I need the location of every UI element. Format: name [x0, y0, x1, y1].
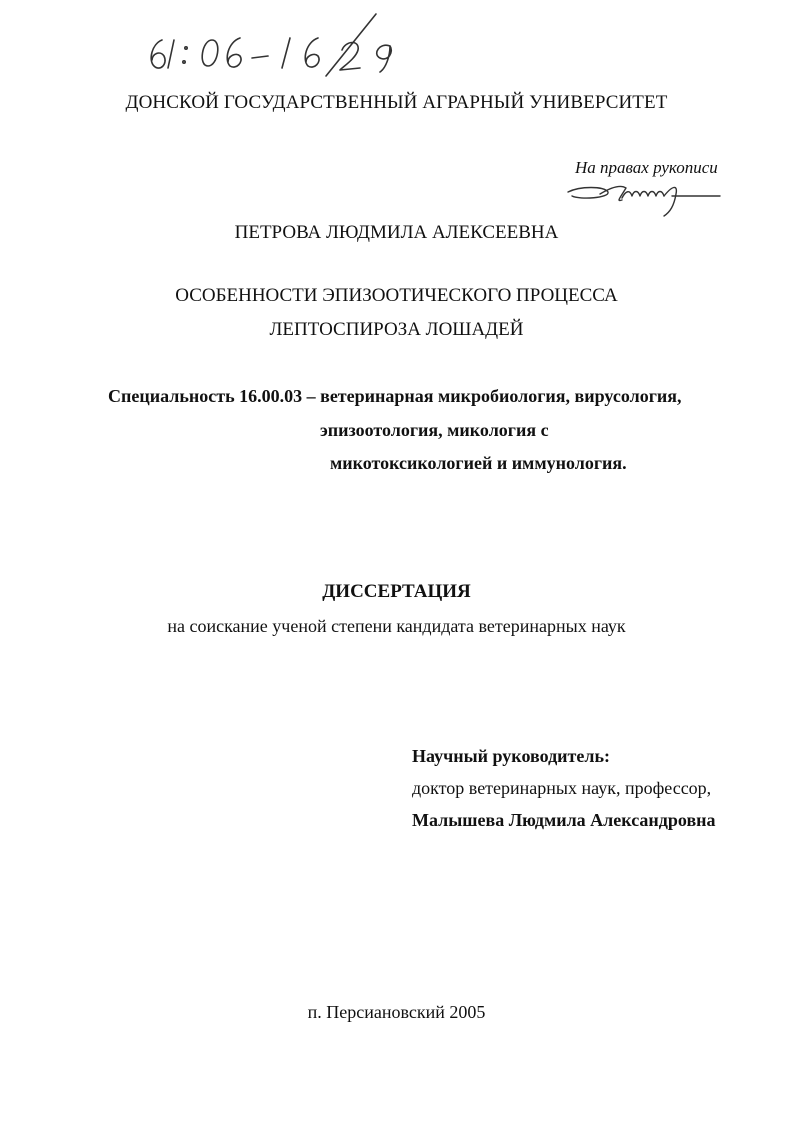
- specialty-line-1: Специальность 16.00.03 – ветеринарная микробиология, вирусология,: [108, 386, 682, 406]
- dissertation-title-line-2: ЛЕПТОСПИРОЗА ЛОШАДЕЙ: [269, 319, 524, 340]
- university-name: ДОНСКОЙ ГОСУДАРСТВЕННЫЙ АГРАРНЫЙ УНИВЕРСИТЕТ: [125, 92, 668, 113]
- dissertation-heading: ДИССЕРТАЦИЯ: [322, 581, 471, 602]
- handwritten-archive-code: [140, 10, 430, 80]
- signature: [560, 178, 730, 218]
- supervisor-name: Малышева Людмила Александровна: [412, 810, 716, 830]
- author-name: ПЕТРОВА ЛЮДМИЛА АЛЕКСЕЕВНА: [234, 222, 559, 243]
- dissertation-subtitle: на соискание ученой степени кандидата ветеринарных наук: [167, 616, 626, 636]
- place-and-year: п. Персиановский 2005: [307, 1002, 486, 1022]
- dissertation-title-line-1: ОСОБЕННОСТИ ЭПИЗООТИЧЕСКОГО ПРОЦЕССА: [175, 285, 618, 306]
- rights-note: На правах рукописи: [575, 158, 718, 177]
- specialty-line-2: эпизоотология, микология с: [320, 420, 549, 440]
- supervisor-degree: доктор ветеринарных наук, профессор,: [412, 778, 712, 798]
- specialty-line-3: микотоксикологией и иммунология.: [330, 453, 627, 473]
- supervisor-label: Научный руководитель:: [412, 746, 610, 766]
